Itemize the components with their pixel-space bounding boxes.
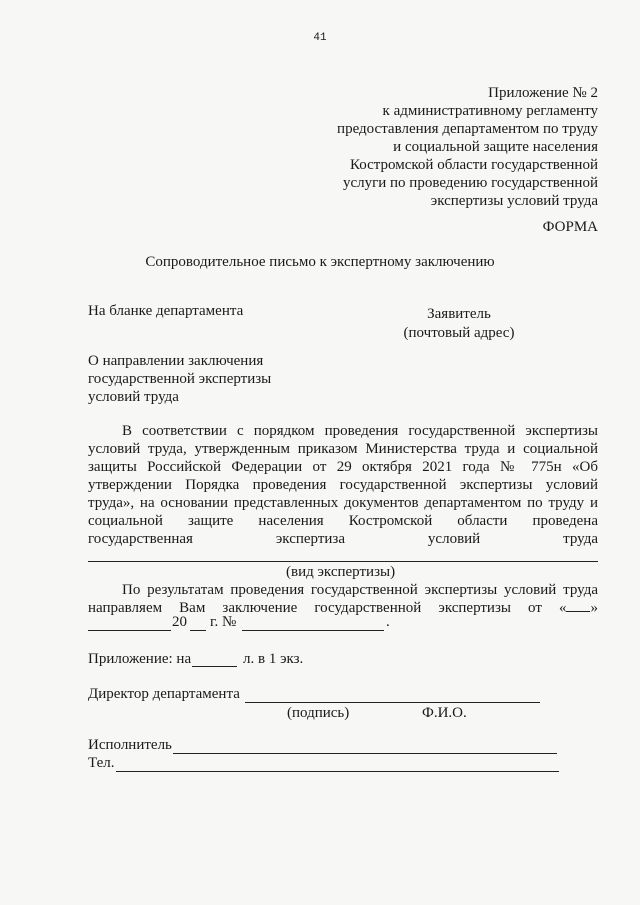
page-number: 41 — [313, 32, 327, 44]
appendix-line: Костромской области государственной — [350, 157, 598, 173]
applicant-block — [400, 306, 518, 342]
date-year-prefix: 20 — [172, 614, 187, 630]
form-label: ФОРМА — [542, 219, 598, 235]
paragraph-line: В соответствии с порядком проведения государственной экспертизы — [122, 423, 598, 439]
paragraph-line: труда», на основании представленных документов департаментом по труду и — [88, 495, 598, 511]
paragraph-line: социальной защите населения Костромской области проведена — [88, 513, 598, 529]
attachment-prefix: Приложение: на — [88, 651, 192, 667]
paragraph-word: государственной — [314, 600, 422, 616]
appendix-line: Приложение № 2 — [488, 85, 598, 101]
executor-line[interactable] — [173, 753, 557, 754]
appendix-line: к административному регламенту — [382, 103, 598, 119]
paragraph-word: экспертизы — [438, 600, 511, 616]
appendix-line: услуги по проведению государственной — [342, 175, 598, 191]
date-day-field[interactable]: « » — [558, 600, 598, 616]
executor-label: Исполнитель — [88, 737, 172, 753]
subject-block — [88, 352, 271, 406]
expertise-type-line[interactable] — [88, 561, 598, 562]
paragraph-line: утверждении Порядка проведения государственной экспертизы условий — [88, 477, 598, 493]
appendix-line: и социальной защите населения — [393, 139, 598, 155]
paragraph-word: заключение — [222, 600, 298, 616]
attachment-suffix: л. в 1 экз. — [243, 651, 304, 667]
paragraph-line-2 — [88, 599, 598, 617]
appendix-header — [298, 84, 598, 210]
paragraph-word: труда — [563, 531, 598, 547]
applicant-label: Заявитель — [427, 306, 491, 322]
applicant-address-caption: (почтовый адрес) — [403, 325, 515, 341]
paragraph-results — [88, 581, 598, 617]
paragraph-word: направляем — [88, 600, 163, 616]
paragraph-word: экспертиза — [275, 531, 346, 547]
name-caption: Ф.И.О. — [422, 705, 467, 721]
signature-caption: (подпись) — [287, 705, 350, 721]
subject-line: условий труда — [88, 389, 179, 405]
subject-line: О направлении заключения — [88, 353, 264, 369]
paragraph-word: от — [528, 600, 542, 616]
document-title: Сопроводительное письмо к экспертному заключению — [145, 254, 495, 270]
appendix-line: предоставления департаментом по труду — [337, 121, 598, 137]
paragraph-line: условий труда, утвержденным приказом Министерства труда и социальной — [88, 441, 598, 457]
date-month-line[interactable] — [88, 630, 171, 631]
expertise-type-caption: (вид экспертизы) — [286, 564, 396, 580]
phone-label: Тел. — [88, 755, 115, 771]
paragraph-word: Вам — [179, 600, 206, 616]
attachment-pages-line[interactable] — [192, 666, 237, 667]
letterhead-note: На бланке департамента — [88, 303, 244, 319]
paragraph-word: условий — [427, 531, 481, 547]
appendix-line: экспертизы условий труда — [430, 193, 598, 209]
director-label: Директор департамента — [88, 686, 240, 702]
phone-line[interactable] — [116, 771, 559, 772]
paragraph-main — [88, 422, 598, 548]
date-year-line[interactable] — [190, 630, 206, 631]
document-page: 41 Приложение № 2 к административному регламенту предоставления департаментом по труду и социальной защите населения Костромской области государственной услуги по проведению государственной экспертизы условий труда ФОРМА Сопроводительное письмо к экспертному заключению На бланке департамента Заявитель (почтовый адрес) О направлении заключения государственной экспертизы условий труда В соответствии с порядком проведения государственной экспертизы условий труда, утвержденным приказом Министерства труда и социальной защиты Российской Федерации от 29 октября 2021 года № 775н «Об утверждении Порядка проведения государственной экспертизы условий труда», на основании представленных документов департаментом по труду и социальной защите населения Костромской области проведена государственная экспертиза условий труда (вид экспертизы) По результатам проведения государственной экспертизы условий труда направляем Вам заключение государственной экспертизы от « » 20 г. № . Приложение: на л. в 1 экз. Директор департамента (подпись) Ф.И.О. Исполнитель Тел. — [0, 0, 640, 905]
paragraph-word: государственная — [88, 531, 193, 547]
subject-line: государственной экспертизы — [88, 371, 272, 387]
paragraph-last-line — [88, 530, 598, 548]
director-signature-line[interactable] — [245, 702, 540, 703]
number-label: г. № — [210, 614, 237, 630]
paragraph-line: По результатам проведения государственной экспертизы условий труда — [122, 582, 598, 598]
number-line[interactable] — [242, 630, 384, 631]
paragraph-line: защиты Российской Федерации от 29 октября 2021 года № 775н «Об — [88, 459, 598, 475]
